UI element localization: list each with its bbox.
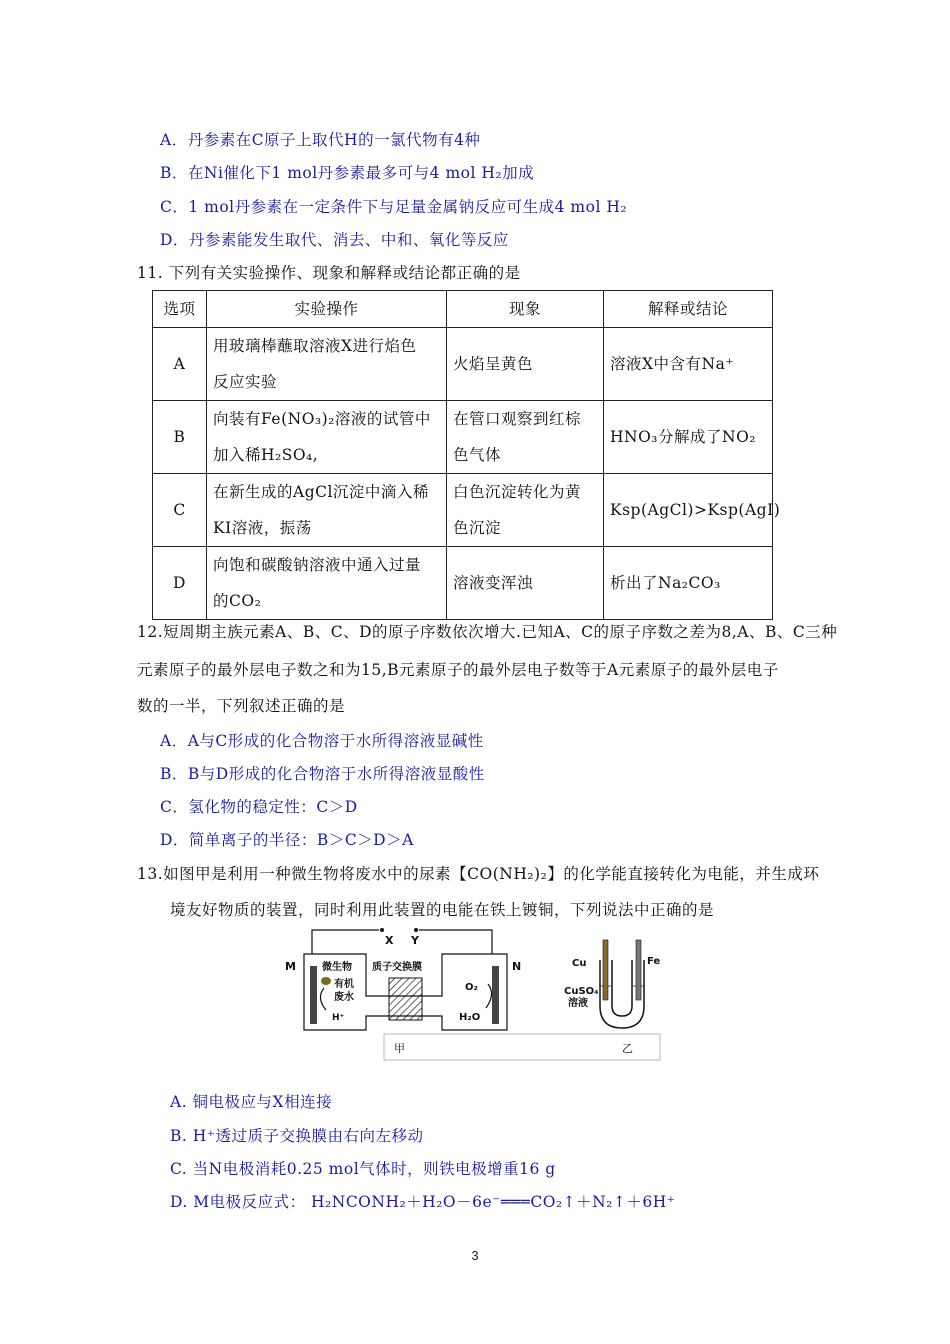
- q12-stem-line: 12.短周期主族元素A、B、C、D的原子序数依次增大.已知A、C的原子序数之差为8,A、B、C三种: [137, 623, 838, 641]
- op-line: 反应实验: [213, 373, 278, 391]
- q11-stem: 11. 下列有关实验操作、现象和解释或结论都正确的是: [137, 264, 521, 282]
- terminal-x-dot: [380, 928, 384, 932]
- table-row: [153, 547, 773, 620]
- table-row: [153, 328, 773, 401]
- q12-option-a: A．A与C形成的化合物溶于水所得溶液显碱性: [160, 732, 484, 750]
- label-jia: 甲: [394, 1042, 405, 1055]
- row-phenomenon: [447, 328, 604, 401]
- q11-table: [152, 290, 781, 620]
- label-n: N: [512, 960, 522, 973]
- q12-option-c: C．氢化物的稳定性：C＞D: [160, 798, 358, 816]
- ph-line: 色沉淀: [453, 519, 502, 537]
- row-operation: [207, 401, 447, 474]
- label-x: X: [385, 934, 394, 947]
- op-line: 在新生成的AgCl沉淀中滴入稀: [213, 483, 429, 501]
- ph-line: 在管口观察到红棕: [453, 410, 582, 428]
- label-cu: Cu: [572, 958, 587, 969]
- row-operation: [207, 328, 447, 401]
- row-conclusion: 溶液X中含有Na⁺: [604, 328, 773, 401]
- row-option: B: [153, 401, 207, 474]
- arrow-right: [486, 984, 492, 1008]
- op-line: 的CO₂: [213, 592, 262, 610]
- op-line: 加入稀H₂SO₄,: [213, 446, 319, 464]
- label-o2: O₂: [465, 982, 478, 993]
- q13-stem-line: 13.如图甲是利用一种微生物将废水中的尿素【CO(NH₂)₂】的化学能直接转化为电能，并生成环: [137, 865, 820, 883]
- op-line: 向饱和碳酸钠溶液中通入过量: [213, 556, 422, 574]
- q12-option-b: B．B与D形成的化合物溶于水所得溶液显酸性: [160, 765, 485, 783]
- q13-option-d: D. M电极反应式： H₂NCONH₂＋H₂O－6e⁻═══CO₂↑＋N₂↑＋6H⁺: [170, 1193, 676, 1211]
- label-microbe: 微生物: [322, 962, 352, 973]
- row-operation: [207, 474, 447, 547]
- terminal-y-dot: [414, 928, 418, 932]
- row-phenomenon: [447, 474, 604, 547]
- q12-option-d: D．简单离子的半径：B＞C＞D＞A: [160, 831, 414, 849]
- label-organic: 有机: [334, 979, 354, 990]
- label-m: M: [285, 960, 296, 973]
- label-membrane: 质子交换膜: [372, 962, 422, 973]
- table-row: [153, 401, 773, 474]
- label-wastewater: 废水: [334, 992, 354, 1003]
- row-option: D: [153, 547, 207, 620]
- row-option: A: [153, 328, 207, 401]
- electrode-fe: [636, 940, 641, 1000]
- q13-option-b: B. H⁺透过质子交换膜由右向左移动: [170, 1127, 424, 1145]
- u-tube-inner: [612, 960, 632, 1016]
- header-operation: 实验操作: [207, 291, 447, 328]
- row-conclusion: Ksp(AgCl)>Ksp(AgI): [604, 474, 773, 547]
- ph-line: 溶液变浑浊: [453, 574, 534, 592]
- label-h-plus: H⁺: [332, 1013, 345, 1023]
- label-h2o: H₂O: [459, 1012, 481, 1023]
- q10-option-b: B．在Ni催化下1 mol丹参素最多可与4 mol H₂加成: [160, 164, 535, 182]
- op-line: 向装有Fe(NO₃)₂溶液的试管中: [213, 410, 431, 428]
- q10-option-c: C．1 mol丹参素在一定条件下与足量金属钠反应可生成4 mol H₂: [160, 198, 628, 216]
- row-conclusion: HNO₃分解成了NO₂: [604, 401, 773, 474]
- microbe-blob: [321, 977, 331, 985]
- row-phenomenon: [447, 401, 604, 474]
- ph-line: 火焰呈黄色: [453, 355, 534, 373]
- label-solution: 溶液: [568, 998, 588, 1009]
- ph-line: 白色沉淀转化为黄: [453, 483, 582, 501]
- header-conclusion: 解释或结论: [604, 291, 773, 328]
- row-phenomenon: [447, 547, 604, 620]
- label-fe: Fe: [647, 956, 661, 967]
- q10-option-d: D．丹参素能发生取代、消去、中和、氧化等反应: [160, 231, 509, 249]
- electrochemistry-figure: [282, 928, 664, 1062]
- page-number: 3: [471, 1248, 479, 1263]
- op-line: 用玻璃棒蘸取溶液X进行焰色: [213, 337, 417, 355]
- proton-exchange-membrane: [389, 978, 422, 1020]
- header-phenomenon: 现象: [447, 291, 604, 328]
- row-conclusion: 析出了Na₂CO₃: [604, 547, 773, 620]
- q10-option-a: A．丹参素在C原子上取代H的一氯代物有4种: [160, 131, 481, 149]
- table-row: [153, 474, 773, 547]
- label-y: Y: [411, 934, 419, 947]
- row-operation: [207, 547, 447, 620]
- label-yi: 乙: [622, 1042, 633, 1055]
- q12-stem-line: 元素原子的最外层电子数之和为15,B元素原子的最外层电子数等于A元素原子的最外层电子: [137, 661, 779, 679]
- q13-stem-line: 境友好物质的装置，同时利用此装置的电能在铁上镀铜，下列说法中正确的是: [170, 901, 715, 919]
- op-line: KI溶液，振荡: [213, 519, 312, 537]
- row-option: C: [153, 474, 207, 547]
- label-cuso4: CuSO₄: [564, 986, 599, 997]
- electrode-m: [310, 966, 317, 1024]
- header-option: 选项: [153, 291, 207, 328]
- arrow-left: [320, 988, 326, 1010]
- caption-box: [384, 1034, 660, 1060]
- q13-option-a: A. 铜电极应与X相连接: [170, 1093, 333, 1111]
- q12-stem-line: 数的一半，下列叙述正确的是: [137, 697, 346, 715]
- table-header-row: [153, 291, 773, 328]
- q13-option-c: C. 当N电极消耗0.25 mol气体时，则铁电极增重16 g: [170, 1160, 556, 1178]
- electrode-n: [492, 966, 499, 1024]
- electrode-cu: [603, 940, 608, 1000]
- ph-line: 色气体: [453, 446, 502, 464]
